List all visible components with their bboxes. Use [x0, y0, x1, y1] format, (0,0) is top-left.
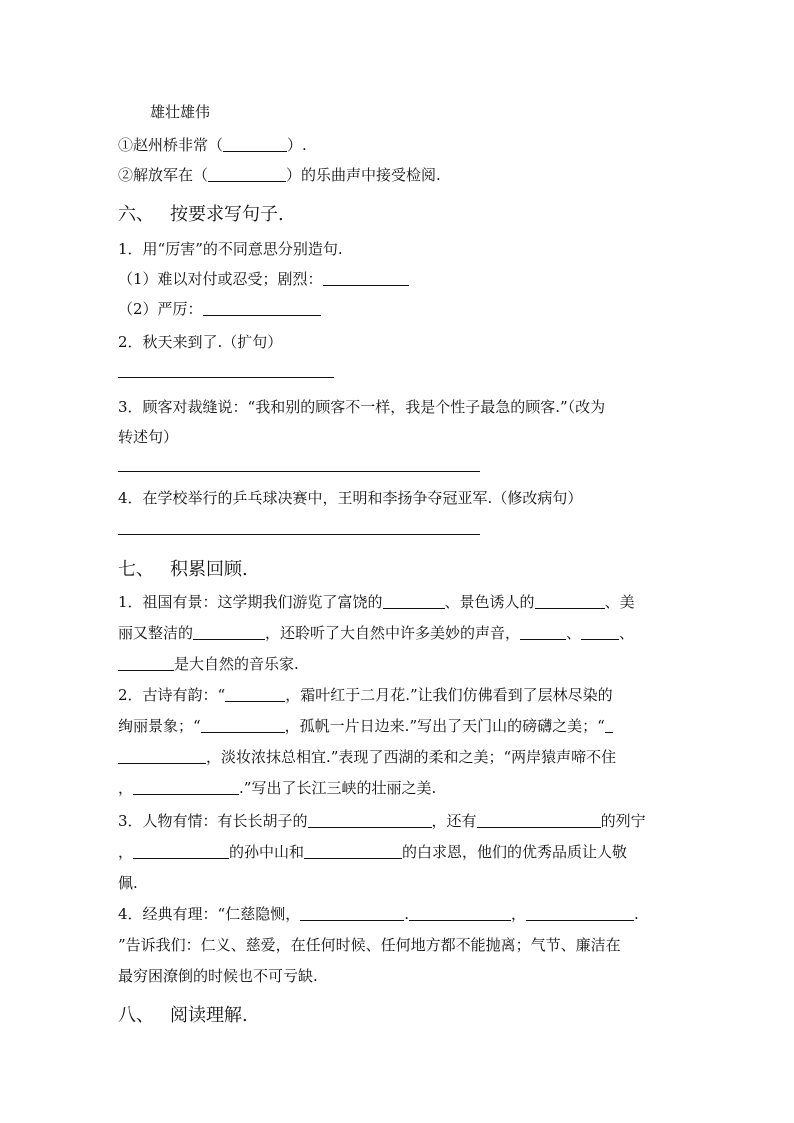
- question-text: 3．人物有情：有长长胡子的: [118, 812, 308, 830]
- question-6-1: [118, 238, 343, 259]
- answer-line[interactable]: [118, 377, 334, 378]
- answer-blank[interactable]: [208, 167, 286, 182]
- question-7-4-line1: [118, 903, 639, 924]
- question-text: ，霜叶红于二月花.”让我们仿佛看到了层林尽染的: [285, 686, 613, 704]
- answer-blank[interactable]: [133, 844, 229, 859]
- answer-blank[interactable]: [133, 780, 239, 795]
- question-7-2-line1: [118, 684, 613, 705]
- question-7-3-line2: [118, 841, 627, 862]
- question-text: （2）严厉：: [118, 300, 203, 318]
- answer-blank[interactable]: [225, 687, 285, 702]
- answer-blank[interactable]: [201, 718, 285, 733]
- question-7-1-line3: [118, 653, 299, 674]
- fill-word-item-1: [118, 134, 307, 155]
- fill-word-item-2: [118, 164, 441, 185]
- answer-blank[interactable]: [323, 271, 409, 286]
- section-number: 八、: [118, 1005, 154, 1026]
- question-text: 佩.: [118, 874, 138, 892]
- question-7-2-line2: [118, 715, 613, 736]
- question-text: 最穷困潦倒的时候也不可亏缺.: [118, 967, 318, 985]
- question-6-1-b: [118, 298, 321, 319]
- question-text: 是大自然的音乐家.: [174, 655, 299, 673]
- question-text: 2．古诗有韵：“: [118, 686, 226, 704]
- question-text: ，: [511, 905, 527, 923]
- question-text: ，淡妆浓抹总相宜.”表现了西湖的柔和之美；“两岸猿声啼不住: [206, 748, 617, 766]
- question-text: .: [404, 905, 409, 923]
- question-6-3-cont: [118, 426, 178, 447]
- item-text: ①赵州桥非常（: [118, 136, 224, 154]
- question-text: 、美: [604, 593, 635, 611]
- answer-blank[interactable]: [118, 749, 206, 764]
- section-number: 六、: [118, 204, 154, 225]
- question-7-2-line3: [118, 746, 616, 767]
- question-text: 3．顾客对裁缝说：“我和别的顾客不一样，我是个性子最急的顾客.”（改为: [118, 398, 606, 416]
- item-text: ②解放军在（: [118, 166, 209, 184]
- section-7-heading: [118, 555, 248, 581]
- answer-line[interactable]: [118, 471, 480, 472]
- question-7-2-line4: [118, 777, 436, 798]
- question-7-4-line3: [118, 965, 318, 986]
- question-text: 4．在学校举行的乒乓球决赛中，王明和李扬争夺冠亚军.（修改病句）: [118, 489, 583, 507]
- question-7-4-line2: [118, 934, 621, 955]
- answer-blank[interactable]: [581, 625, 619, 640]
- answer-blank[interactable]: [526, 906, 634, 921]
- question-7-3-line1: [118, 810, 646, 831]
- question-text: ，还聆听了大自然中许多美妙的声音，: [265, 624, 521, 642]
- answer-blank[interactable]: [118, 656, 174, 671]
- question-text: 、景色诱人的: [444, 593, 535, 611]
- question-text: 绚丽景象；“: [118, 717, 201, 735]
- question-7-1-line2: [118, 622, 634, 643]
- answer-line[interactable]: [118, 534, 480, 535]
- answer-blank[interactable]: [308, 813, 432, 828]
- section-number: 七、: [118, 559, 154, 580]
- answer-blank[interactable]: [304, 844, 402, 859]
- item-text: ）.: [287, 136, 307, 154]
- question-text: .”写出了长江三峡的壮丽之美.: [239, 779, 437, 797]
- section-title: 按要求写句子.: [170, 204, 284, 225]
- answer-blank[interactable]: [409, 906, 511, 921]
- question-text: .: [634, 905, 639, 923]
- section-8-heading: [118, 1001, 248, 1027]
- question-text: ，: [118, 843, 134, 861]
- word-options-text: 雄壮雄伟: [150, 103, 211, 121]
- question-6-4: [118, 487, 582, 508]
- question-7-1-line1: [118, 591, 635, 612]
- answer-blank[interactable]: [300, 906, 404, 921]
- answer-blank[interactable]: [223, 137, 287, 152]
- question-6-1-a: [118, 268, 409, 289]
- item-text: ）的乐曲声中接受检阅.: [286, 166, 441, 184]
- question-text: 1．祖国有景：这学期我们游览了富饶的: [118, 593, 383, 611]
- question-text: ，孤帆一片日边来.”写出了天门山的磅礴之美；“: [284, 717, 605, 735]
- question-7-3-line3: [118, 872, 138, 893]
- answer-blank[interactable]: [193, 625, 265, 640]
- question-text: 、: [566, 624, 582, 642]
- question-6-3: [118, 396, 605, 417]
- question-text: 的孙中山和: [229, 843, 305, 861]
- word-options: [150, 101, 210, 122]
- section-title: 阅读理解.: [170, 1005, 248, 1026]
- question-text: 1．用“厉害”的不同意思分别造句.: [118, 240, 343, 258]
- question-text: ，: [118, 779, 134, 797]
- question-text: 的白求恩，他们的优秀品质让人敬: [402, 843, 628, 861]
- section-title: 积累回顾.: [170, 559, 248, 580]
- answer-blank[interactable]: [203, 301, 321, 316]
- question-text: 丽又整洁的: [118, 624, 194, 642]
- question-text: 转述句）: [118, 428, 179, 446]
- question-text: 4．经典有理：“仁慈隐恻，: [118, 905, 301, 923]
- question-text: 2．秋天来到了.（扩句）: [118, 333, 283, 351]
- question-text: 的列宁: [600, 812, 646, 830]
- answer-blank[interactable]: [477, 813, 601, 828]
- section-6-heading: [118, 200, 284, 226]
- question-text: ”告诉我们：仁义、慈爱，在任何时候、任何地方都不能抛离；气节、廉洁在: [118, 936, 621, 954]
- answer-blank[interactable]: [383, 594, 445, 609]
- question-text: 、: [619, 624, 635, 642]
- question-6-2: [118, 331, 282, 352]
- answer-blank[interactable]: [535, 594, 605, 609]
- question-text: ，还有: [431, 812, 477, 830]
- answer-blank[interactable]: [520, 625, 566, 640]
- question-text: （1）难以对付或忍受；剧烈：: [118, 270, 323, 288]
- answer-blank[interactable]: [605, 718, 613, 733]
